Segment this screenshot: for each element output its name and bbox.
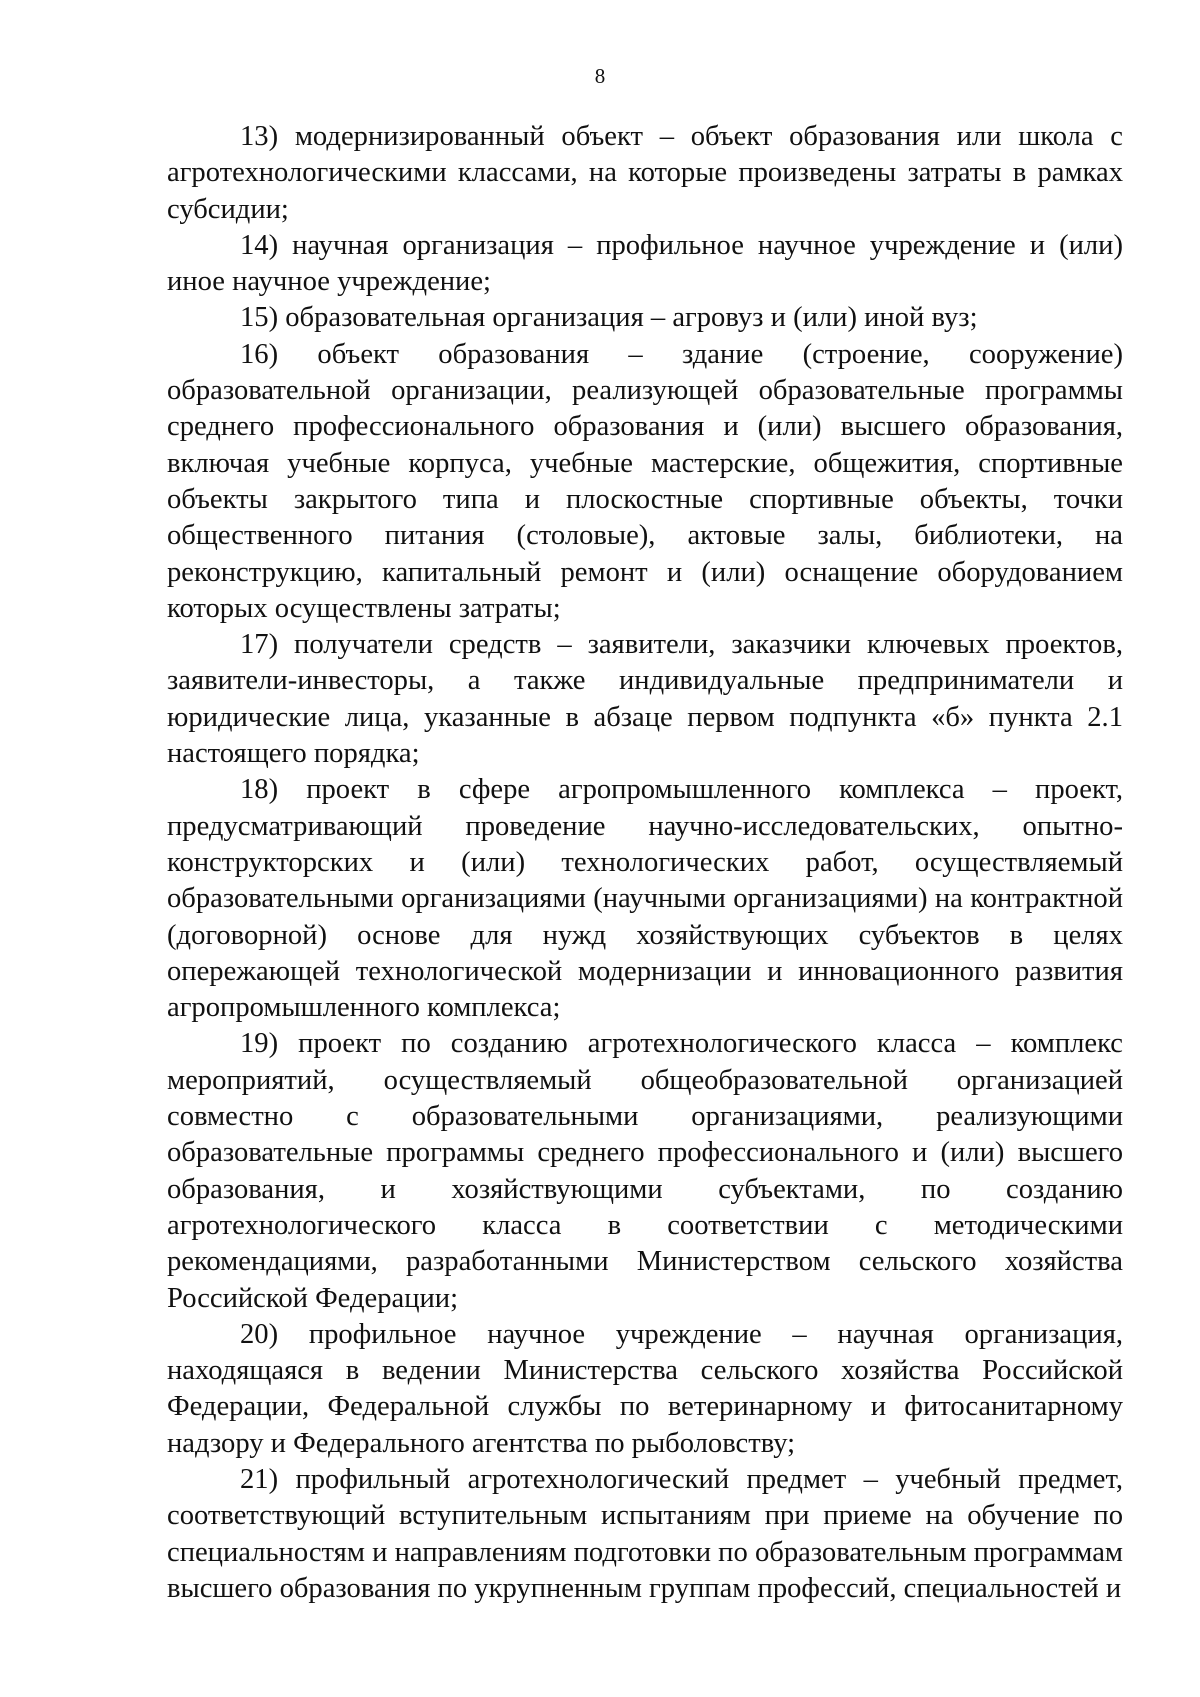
definition-item-20: 20) профильное научное учреждение – научная организация, находящаяся в ведении Министерства сельского хозяйства Российской Федерации, Федеральной службы по ветеринарному и фитосанитарному надзору и Федерального агентства по рыболовству; <box>167 1318 1123 1459</box>
definition-item-21: 21) профильный агротехнологический предмет – учебный предмет, соответствующий вступительным испытаниям при приеме на обучение по специальностям и направлениям подготовки по образовательным программам высшего образования по укрупненным группам профессий, специальностей и <box>167 1463 1123 1604</box>
page-number: 8 <box>594 64 606 88</box>
definition-item-13: 13) модернизированный объект – объект образования или школа с агротехнологическими классами, на которые произведены затраты в рамках субсидии; <box>167 121 1123 225</box>
definition-item-19: 19) проект по созданию агротехнологического класса – комплекс мероприятий, осуществляемый общеобразовательной организацией совместно с образовательными организациями, реализующими образовательные программы среднего профессионального и (или) высшего образования, и хозяйствующими субъектами, по созданию агротехнологического класса в соответствии с методическими рекомендациями, разработанными Министерством сельского хозяйства Российской Федерации; <box>167 1028 1123 1314</box>
definition-item-14: 14) научная организация – профильное научное учреждение и (или) иное научное учреждение; <box>167 229 1123 298</box>
definition-item-18: 18) проект в сфере агропромышленного комплекса – проект, предусматривающий проведение научно-исследовательских, опытно-конструкторских и (или) технологических работ, осуществляемый образовательными организациями (научными организациями) на контрактной (договорной) основе для нужд хозяйствующих субъектов в целях опережающей технологической модернизации и инновационного развития агропромышленного комплекса; <box>167 774 1123 1024</box>
definition-item-17: 17) получатели средств – заявители, заказчики ключевых проектов, заявители-инвесторы, а также индивидуальные предприниматели и юридические лица, указанные в абзаце первом подпункта «б» пункта 2.1 настоящего порядка; <box>167 629 1123 770</box>
definition-item-16: 16) объект образования – здание (строение, сооружение) образовательной организации, реализующей образовательные программы среднего профессионального образования и (или) высшего образования, включая учебные корпуса, учебные мастерские, общежития, спортивные объекты закрытого типа и плоскостные спортивные объекты, точки общественного питания (столовые), актовые залы, библиотеки, на реконструкцию, капитальный ремонт и (или) оснащение оборудованием которых осуществлены затраты; <box>167 338 1123 624</box>
document-body <box>167 119 1123 1607</box>
definition-item-15: 15) образовательная организация – агровуз и (или) иной вуз; <box>240 302 978 334</box>
